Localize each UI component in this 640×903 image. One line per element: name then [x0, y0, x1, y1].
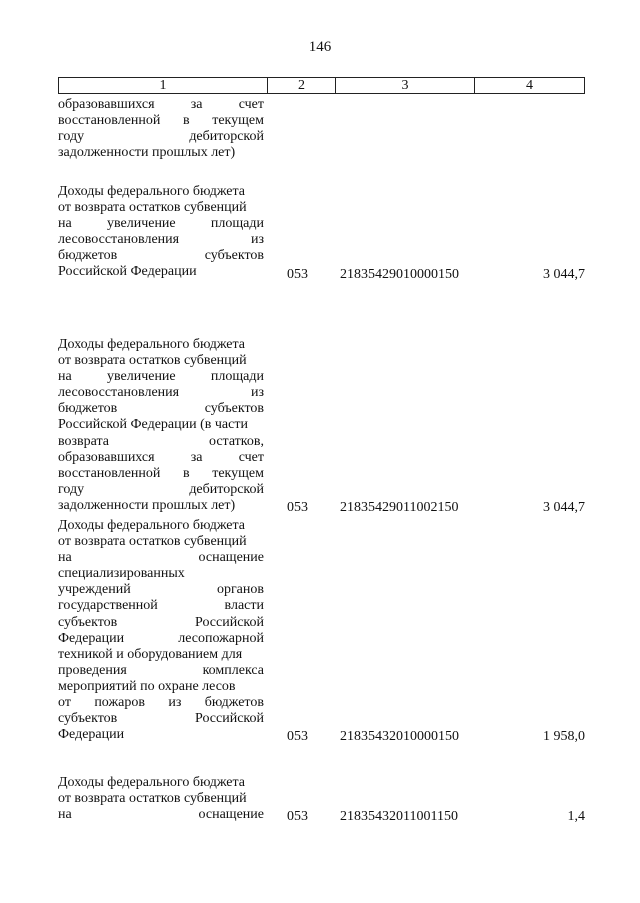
description-word: органов: [216, 582, 264, 598]
description-line: [58, 807, 264, 823]
description-word: из: [168, 695, 182, 711]
amount-value: 3 044,7: [543, 500, 585, 515]
admin-code: 053: [287, 809, 308, 825]
description-word: в: [182, 113, 190, 129]
description-line: [58, 631, 264, 647]
amount-value: 1 958,0: [543, 729, 585, 745]
description-word: Российской: [195, 711, 264, 727]
description-line: от возврата остатков субвенций: [58, 353, 247, 369]
description-line: [58, 615, 264, 631]
description-line: Доходы федерального бюджета: [58, 337, 246, 352]
description-line: [58, 466, 264, 482]
description-word: дебиторской: [189, 481, 264, 497]
description-word: возврата: [58, 433, 110, 449]
description-word: субъектов: [58, 614, 118, 630]
description-word: бюджетов: [58, 248, 118, 264]
description-line: [58, 385, 264, 401]
description-word: текущем: [212, 113, 264, 129]
description-line: [58, 129, 264, 145]
description-word: Российской: [195, 614, 264, 630]
description-word: в: [182, 465, 190, 481]
description-line: от возврата остатков субвенций: [58, 534, 247, 550]
admin-code: 053: [287, 729, 308, 745]
description-word: текущем: [212, 465, 264, 481]
description-word: оснащение: [198, 807, 264, 823]
admin-code: 053: [287, 500, 308, 515]
description-line: [58, 550, 264, 566]
description-word: пожаров: [94, 695, 145, 711]
page-number: 146: [308, 39, 332, 55]
description-word: образовавшихся: [58, 449, 155, 465]
description-word: лесовосстановления: [58, 385, 180, 401]
description-line: [58, 232, 264, 248]
description-line: [58, 248, 264, 264]
header-col-3: 3: [336, 78, 475, 93]
header-col-1: 1: [59, 78, 268, 93]
description-word: восстановленной: [58, 465, 161, 481]
description-line: [58, 450, 264, 466]
description-word: году: [58, 129, 85, 145]
description-line: задолженности прошлых лет): [58, 497, 236, 513]
description-line: [58, 113, 264, 129]
row-description: [58, 97, 264, 161]
description-word: субъектов: [204, 248, 264, 264]
header-col-2: 2: [268, 78, 336, 93]
kbk-code: 21835432010000150: [340, 729, 459, 745]
description-word: счет: [238, 449, 264, 465]
description-word: восстановленной: [58, 113, 161, 129]
description-word: дебиторской: [189, 129, 264, 145]
kbk-code: 21835432011001150: [340, 809, 458, 825]
description-line: Доходы федерального бюджета: [58, 775, 246, 790]
description-line: от возврата остатков субвенций: [58, 200, 247, 216]
description-line: [58, 598, 264, 614]
description-word: бюджетов: [204, 695, 264, 711]
description-word: Федерации: [58, 630, 125, 646]
amount-value: 1,4: [567, 809, 585, 825]
description-line: от возврата остатков субвенций: [58, 791, 247, 807]
description-word: государственной: [58, 598, 158, 614]
description-word: проведения: [58, 662, 127, 678]
description-word: остатков,: [208, 433, 264, 449]
description-word: образовавшихся: [58, 97, 155, 112]
description-word: на: [58, 550, 72, 566]
row-description: [58, 518, 264, 743]
description-line: Российской Федерации (в части: [58, 417, 248, 433]
description-word: власти: [224, 598, 264, 614]
description-line: техникой и оборудованием для: [58, 646, 243, 662]
description-word: бюджетов: [58, 401, 118, 417]
description-line: [58, 97, 264, 113]
description-line: [58, 369, 264, 385]
description-word: субъектов: [204, 401, 264, 417]
description-word: комплекса: [202, 662, 264, 678]
description-word: за: [190, 97, 203, 112]
description-word: из: [250, 232, 264, 248]
description-word: из: [250, 385, 264, 401]
description-line: задолженности прошлых лет): [58, 145, 236, 161]
description-word: от: [58, 695, 71, 711]
description-word: площади: [210, 216, 264, 232]
description-line: [58, 582, 264, 598]
description-line: мероприятий по охране лесов: [58, 678, 236, 694]
description-word: на: [58, 216, 72, 232]
description-line: Доходы федерального бюджета: [58, 518, 246, 533]
amount-value: 3 044,7: [543, 266, 585, 282]
row-description: [58, 337, 264, 514]
description-word: учреждений: [58, 582, 131, 598]
description-word: увеличение: [106, 369, 176, 385]
table-header: [58, 77, 585, 94]
description-word: на: [58, 807, 72, 823]
description-word: счет: [238, 97, 264, 112]
description-word: за: [190, 449, 203, 465]
description-line: [58, 216, 264, 232]
description-word: субъектов: [58, 711, 118, 727]
kbk-code: 21835429010000150: [340, 266, 459, 282]
description-line: Российской Федерации: [58, 264, 197, 280]
description-line: [58, 434, 264, 450]
row-description: [58, 775, 264, 823]
description-line: [58, 482, 264, 498]
description-line: [58, 711, 264, 727]
description-line: Федерации: [58, 727, 125, 743]
description-word: лесопожарной: [178, 630, 264, 646]
description-line: [58, 401, 264, 417]
description-line: [58, 695, 264, 711]
header-col-4: 4: [526, 78, 533, 93]
row-description: [58, 184, 264, 281]
description-word: площади: [210, 369, 264, 385]
description-word: лесовосстановления: [58, 232, 180, 248]
description-word: году: [58, 481, 85, 497]
description-word: оснащение: [198, 550, 264, 566]
description-line: [58, 663, 264, 679]
description-word: увеличение: [106, 216, 176, 232]
kbk-code: 21835429011002150: [340, 500, 459, 515]
description-word: на: [58, 369, 72, 385]
admin-code: 053: [287, 266, 308, 282]
description-line: специализированных: [58, 566, 185, 582]
description-line: Доходы федерального бюджета: [58, 184, 246, 199]
